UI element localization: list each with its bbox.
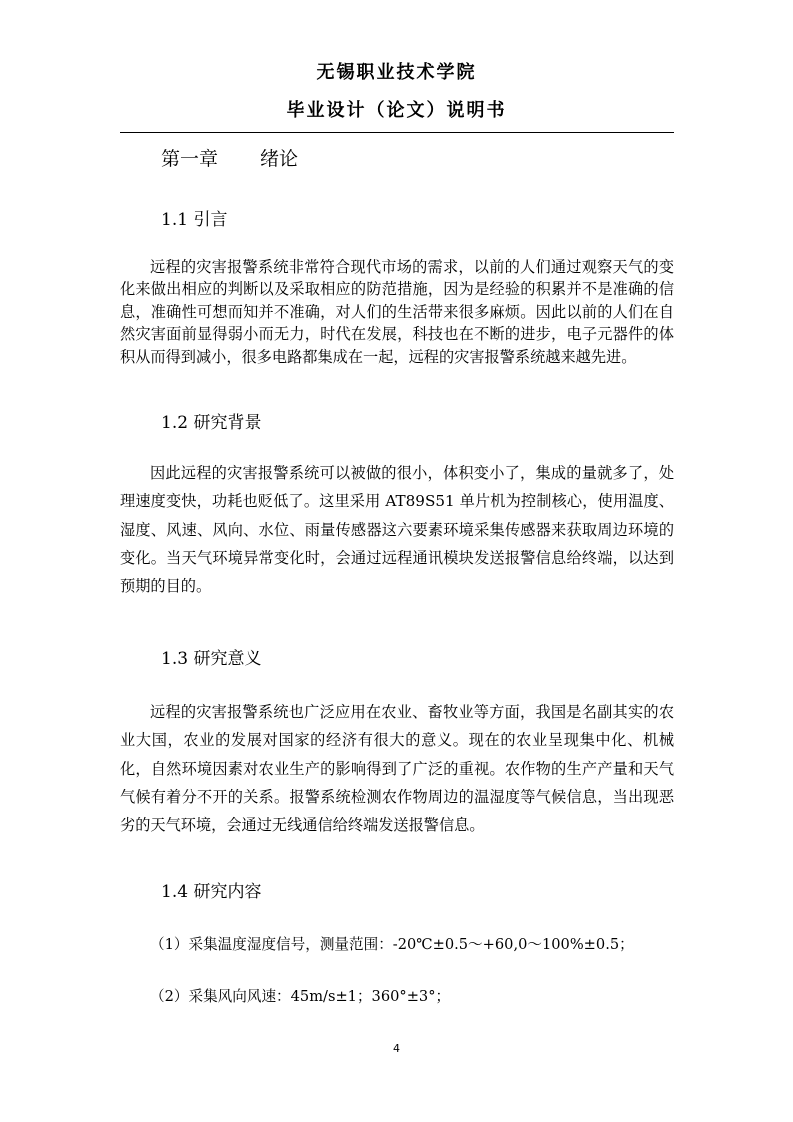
section-body-1-2: 因此远程的灾害报警系统可以被做的很小，体积变小了，集成的量就多了，处理速度变快，功耗也贬低了。这里采用 AT89S51 单片机为控制核心，使用温度、湿度、风速、风向、水位、雨量传感器这六要素环境采集传感器来获取周边环境的变化。当天气环境异常变化时，会通过远程通讯模块发送报警信息给终端，以达到预期的目的。 [120, 464, 674, 596]
section-heading-1-3: 1.3 研究意义 [161, 649, 262, 669]
section-heading-1-1: 1.1 引言 [161, 210, 228, 230]
section-body-1-1: 远程的灾害报警系统非常符合现代市场的需求，以前的人们通过观察天气的变化来做出相应的判断以及采取相应的防范措施，因为是经验的积累并不是准确的信息，准确性可想而知并不准确，对人们的生活带来很多麻烦。因此以前的人们在自然灾害面前显得弱小而无力，时代在发展，科技也在不断的进步，电子元器件的体积从而得到减小，很多电路都集成在一起，远程的灾害报警系统越来越先进。 [120, 258, 674, 366]
list-item: （1）采集温度湿度信号，测量范围：-20℃±0.5～+60,0～100%±0.5； [150, 936, 634, 953]
school-name: 无锡职业技术学院 [316, 62, 477, 83]
chapter-heading [161, 144, 298, 171]
section-heading-1-4: 1.4 研究内容 [161, 882, 262, 902]
page-number: 4 [393, 1042, 400, 1055]
section-body-1-3: 远程的灾害报警系统也广泛应用在农业、畜牧业等方面，我国是名副其实的农业大国，农业的发展对国家的经济有很大的意义。现在的农业呈现集中化、机械化，自然环境因素对农业生产的影响得到了广泛的重视。农作物的生产产量和天气气候有着分不开的关系。报警系统检测农作物周边的温湿度等气候信息，当出现恶劣的天气环境，会通过无线通信给终端发送报警信息。 [120, 703, 674, 835]
chapter-title: 绪论 [260, 148, 299, 170]
section-heading-1-2: 1.2 研究背景 [161, 413, 262, 433]
document-type: 毕业设计（论文）说明书 [286, 100, 507, 121]
chapter-number: 第一章 [161, 148, 219, 170]
header-rule [120, 132, 674, 133]
list-item: （2）采集风向风速：45m/s±1；360°±3°； [150, 988, 451, 1005]
